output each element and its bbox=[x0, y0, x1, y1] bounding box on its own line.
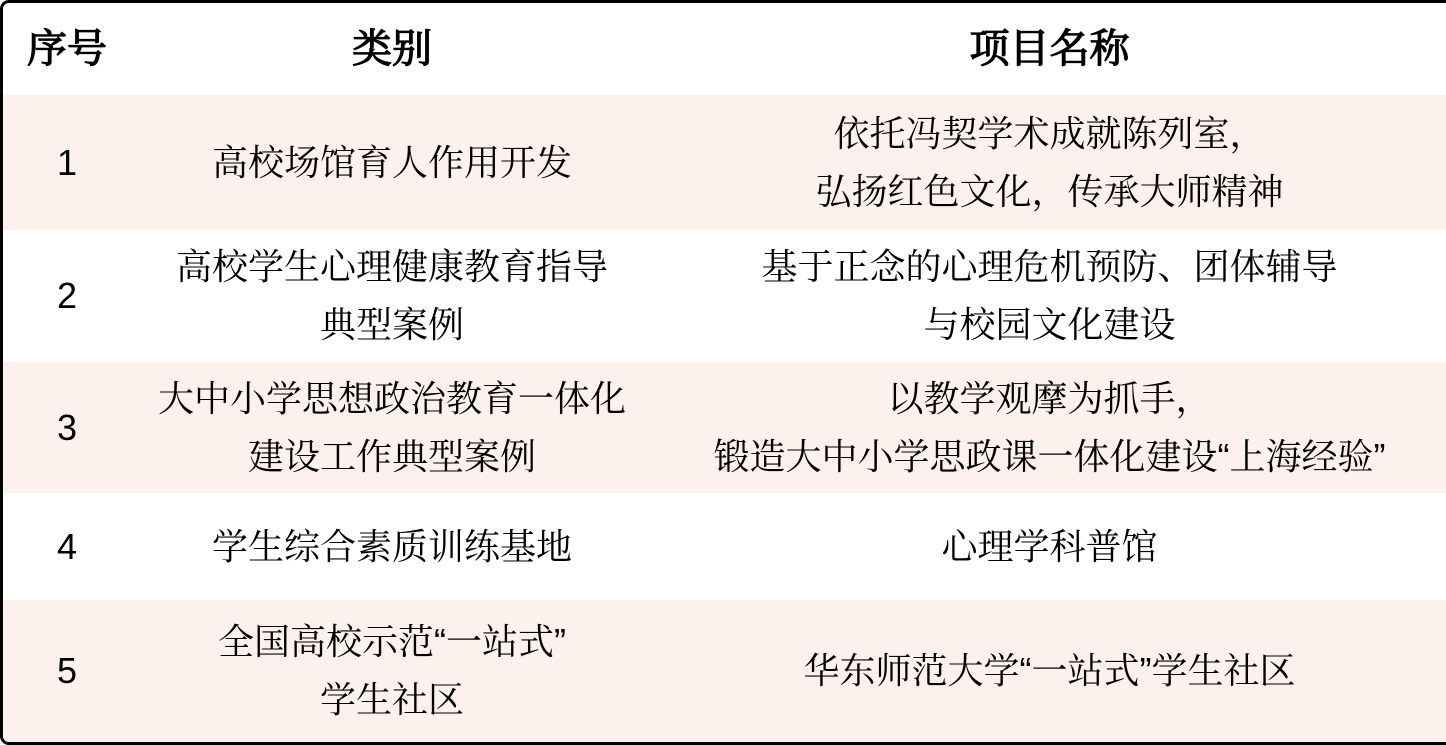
table-header-row bbox=[3, 3, 1446, 95]
column-header-index: 序号 bbox=[27, 27, 107, 71]
index-cell: 3 bbox=[56, 406, 78, 448]
text-line: 大中小学思想政治教育一体化 bbox=[157, 377, 626, 419]
text-line: 与校园文化建设 bbox=[923, 304, 1176, 345]
column-header-category: 类别 bbox=[352, 27, 432, 71]
column-header-project: 项目名称 bbox=[969, 27, 1130, 71]
project-cell bbox=[653, 95, 1446, 230]
text-line: 弘扬红色文化，传承大师精神 bbox=[815, 170, 1284, 212]
text-line: 典型案例 bbox=[319, 304, 464, 345]
text-line: 建设工作典型案例 bbox=[247, 435, 536, 477]
project-cell bbox=[653, 493, 1446, 600]
project-cell bbox=[653, 362, 1446, 493]
table-row bbox=[3, 95, 1446, 230]
project-cell bbox=[653, 230, 1446, 362]
project-cell bbox=[653, 600, 1446, 742]
index-cell: 5 bbox=[56, 650, 78, 692]
table-row bbox=[3, 493, 1446, 600]
text-line: 以教学观摩为抓手， bbox=[887, 377, 1212, 419]
text-line: 依托冯契学术成就陈列室， bbox=[833, 112, 1266, 154]
index-cell: 4 bbox=[56, 525, 78, 567]
text-line: 学生社区 bbox=[319, 679, 464, 720]
text-line: 高校场馆育人作用开发 bbox=[211, 141, 572, 183]
category-cell bbox=[131, 95, 653, 230]
category-cell bbox=[131, 600, 653, 742]
table-row bbox=[3, 362, 1446, 493]
category-cell bbox=[131, 493, 653, 600]
text-line: 全国高校示范“一站式” bbox=[218, 621, 566, 663]
text-line: 心理学科普馆 bbox=[941, 525, 1158, 567]
text-line: 锻造大中小学思政课一体化建设“上海经验” bbox=[713, 435, 1386, 477]
table-row bbox=[3, 600, 1446, 742]
category-cell bbox=[131, 230, 653, 362]
table-row bbox=[3, 230, 1446, 362]
text-line: 基于正念的心理危机预防、团体辅导 bbox=[761, 246, 1338, 288]
index-cell: 2 bbox=[56, 275, 78, 317]
text-line: 学生综合素质训练基地 bbox=[211, 525, 572, 567]
text-line: 高校学生心理健康教育指导 bbox=[175, 246, 608, 288]
category-cell bbox=[131, 362, 653, 493]
text-line: 华东师范大学“一站式”学生社区 bbox=[803, 650, 1296, 692]
index-cell: 1 bbox=[56, 141, 78, 183]
